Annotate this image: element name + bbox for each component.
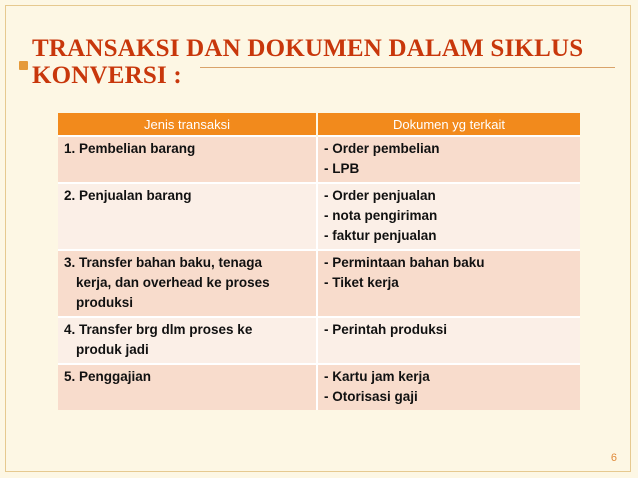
cell-line: kerja, dan overhead ke proses — [76, 275, 270, 290]
transaction-document-table — [58, 113, 580, 410]
cell-line: 5. Penggajian — [64, 369, 152, 384]
page-number: 6 — [610, 452, 617, 464]
cell-line: 4. Transfer brg dlm proses ke — [64, 322, 253, 337]
slide-title-line1: TRANSAKSI DAN DOKUMEN DALAM SIKLUS — [32, 35, 584, 62]
cell-line: 2. Penjualan barang — [64, 188, 192, 203]
cell-transaksi — [58, 364, 317, 410]
cell-dokumen — [317, 250, 580, 317]
cell-line: - Tiket kerja — [324, 275, 399, 290]
cell-dokumen — [317, 364, 580, 410]
table-row — [58, 317, 580, 364]
table-row — [58, 364, 580, 410]
cell-dokumen — [317, 183, 580, 250]
cell-line: - nota pengiriman — [324, 208, 438, 223]
table-header-row — [58, 113, 580, 136]
slide-title — [32, 35, 602, 89]
slide-title-line2: KONVERSI : — [32, 62, 182, 89]
cell-line: produk jadi — [76, 342, 149, 357]
cell-line: - Order penjualan — [324, 188, 436, 203]
cell-line: - Otorisasi gaji — [324, 389, 418, 404]
cell-line: - Order pembelian — [324, 141, 440, 156]
title-block — [32, 35, 602, 89]
title-bullet-square — [19, 61, 28, 70]
cell-dokumen — [317, 317, 580, 364]
cell-line: - Permintaan bahan baku — [324, 255, 485, 270]
cell-line: - LPB — [324, 161, 360, 176]
table-row — [58, 250, 580, 317]
cell-transaksi — [58, 317, 317, 364]
header-dokumen-terkait: Dokumen yg terkait — [317, 113, 580, 136]
header-jenis-transaksi: Jenis transaksi — [58, 113, 317, 136]
table-row — [58, 183, 580, 250]
cell-line: 3. Transfer bahan baku, tenaga — [64, 255, 263, 270]
cell-line: - faktur penjualan — [324, 228, 437, 243]
cell-line: - Perintah produksi — [324, 322, 448, 337]
cell-line: produksi — [76, 295, 134, 310]
cell-line: 1. Pembelian barang — [64, 141, 196, 156]
cell-transaksi — [58, 136, 317, 183]
cell-transaksi — [58, 183, 317, 250]
table-row — [58, 136, 580, 183]
cell-transaksi — [58, 250, 317, 317]
cell-line: - Kartu jam kerja — [324, 369, 430, 384]
cell-dokumen — [317, 136, 580, 183]
